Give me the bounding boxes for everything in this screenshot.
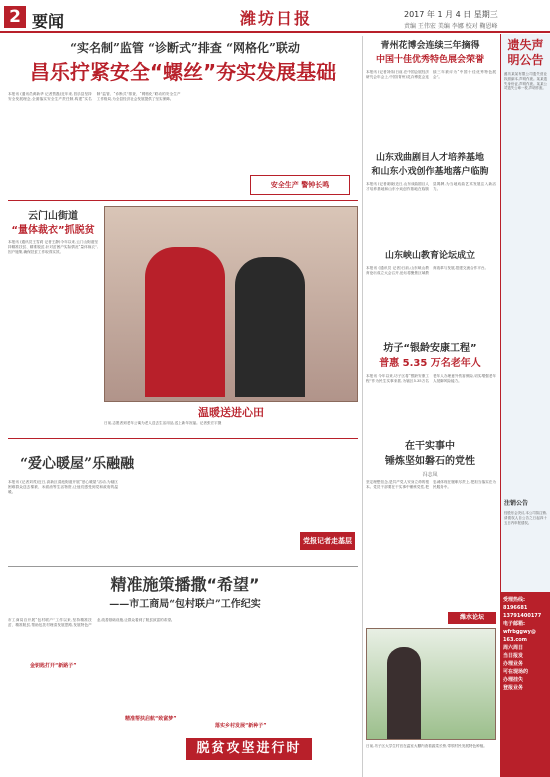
news-photo — [104, 206, 358, 402]
photo-caption-title: 温暖送进心田 — [198, 406, 264, 419]
ad-line: 13791400177 — [503, 613, 542, 619]
ad-line: 8196681 — [503, 605, 528, 611]
s1-subtitle: “量体裁衣”抓脱贫 — [11, 225, 95, 236]
r4-subtitle: 普惠 5.35 万名老年人 — [379, 358, 481, 369]
masthead: 潍坊日报 — [240, 9, 313, 28]
r4-body: 本报讯 今年以来,坊子区将“银龄安康工程”作为民生实事来抓,为辖区5.35万名老年人办理意外伤害保险,切实增强老年人抵御风险能力。 — [366, 374, 496, 383]
poverty-banner: 脱贫攻坚进行时 — [186, 738, 312, 760]
r3-body: 本报讯 (通讯员 记者)日前,山东峡山教育论坛成立大会召开,论坛将聚焦区域教育改革与发展,搭建交流合作平台。 — [366, 266, 489, 275]
ad-line: wfrbggwy@ — [503, 629, 536, 635]
ad-line: 当日报发 — [503, 653, 524, 659]
r1-body: 本报讯 (记者刘伟)日前,在中国会展经济研究会年会上,中国(青州)花卉博览会连续三年被评为“中国十佳优秀特色展会”。 — [366, 70, 496, 79]
r2-title: 山东戏曲剧目人才培养基地 — [375, 153, 484, 163]
ad-line: 可在现场的 — [503, 669, 529, 675]
s3-body: 市工商局自开展“包村联户”工作以来,坚持精准扶贫、精准脱贫,帮助包扶村理清发展思路,发展特色产业,改善基础设施,让群众看到了脱贫致富的希望。 — [8, 618, 175, 627]
column-label: 潍水论坛 — [448, 612, 496, 624]
safety-badge: 安全生产 警钟长鸣 — [250, 175, 350, 195]
s3-subhead-1: 金钥匙打开“新路子” — [30, 662, 90, 669]
r6-caption: 日前,坊子区大学生村官在温室大棚内查看蔬菜长势,带领村民发展特色种植。 — [366, 744, 487, 748]
s2-body: 本报讯 (记者刘茂)近日,高新区清池街道开展“爱心暖屋”活动,为辖区困难群众送去棉被、米面油等生活物资,让他们感受到党和政府的温暖。 — [8, 480, 118, 494]
divider — [8, 438, 358, 439]
ad-contact-box — [500, 592, 550, 777]
r5-author: 冯志凤 — [422, 472, 438, 478]
ad-line: 电子邮箱: — [503, 621, 525, 627]
issue-date: 2017 年 1 月 4 日 星期三 — [404, 10, 498, 19]
r5-subtitle: 锤炼坚如磐石的党性 — [385, 456, 475, 467]
editor-line: 责编 王伟宏 美编 李娜 校对 鞠恩峰 — [404, 23, 498, 30]
photo-person-figure — [387, 647, 421, 739]
notice-body: 潍坊某某有限公司遗失营业执照副本,声明作废。某某遗失身份证,声明作废。某某公司遗失公章一枚,声明作废。 — [504, 72, 547, 91]
r5-body: 坚定理想信念,是共产党人安身立命的根本。党员干部要在干实事中锤炼党性,把忠诚体现在履职尽责上,把担当落实在为民服务中。 — [366, 480, 496, 489]
lead-headline: 昌乐拧紧安全“螺丝”夯实发展基础 — [29, 60, 337, 84]
s3-headline: 精准施策播撒“希望” — [110, 575, 260, 594]
notice-body-2: 经股东会决议,本公司拟注销,请债权人自公告之日起四十五日内申报债权。 — [504, 511, 547, 525]
s3-subheadline: ——市工商局“包村联户”工作纪实 — [109, 599, 261, 610]
ad-line: 受理热线: — [503, 597, 525, 603]
s3-subhead-3: 落实乡村发展“新种子” — [215, 722, 275, 729]
ad-line: 办理挂失 — [503, 677, 524, 683]
divider — [8, 200, 358, 201]
ad-line: 163.com — [503, 637, 527, 643]
section-name: 要闻 — [32, 12, 65, 31]
r3-title: 山东峡山教育论坛成立 — [384, 251, 475, 261]
photo-volunteer-figure — [145, 247, 225, 397]
divider — [8, 566, 358, 567]
lead-body: 本报讯 (通讯员黄新华 记者贾磊)近年来,昌乐县坚持安全发展理念,全面落实安全生产责任制,构建“实名制”监管、“诊断式”排查、“网格化”联动的安全生产工作格局,为全县经济社会发展提供了坚实保障。 — [8, 92, 181, 101]
photo-elder-figure — [235, 257, 305, 397]
lead-kicker: “实名制”监管 “诊断式”排查 “网格化”联动 — [70, 41, 300, 55]
r5-title: 在干实事中 — [405, 441, 455, 452]
s3-subhead-2: 精准帮扶启航“致富梦” — [125, 715, 185, 722]
ad-line: 办理业务 — [503, 661, 524, 667]
r2-subtitle: 和山东小戏创作基地落户临朐 — [371, 167, 489, 177]
greenhouse-photo — [366, 628, 496, 740]
s1-title: 云门山街道 — [28, 211, 78, 222]
reporter-badge: 党报记者走基层 — [300, 532, 355, 550]
ad-line: 周六周日 — [503, 645, 524, 651]
photo-caption: 日前,志愿者到老年公寓为老人送去生活用品,送上新年祝福。记者张宏宇摄 — [104, 421, 222, 425]
page-number: 2 — [4, 6, 26, 28]
r1-subtitle: 中国十佳优秀特色展会荣誉 — [375, 55, 484, 65]
notice-subheading: 注销公告 — [504, 500, 529, 507]
notice-heading: 遗失声明公告 — [507, 38, 544, 67]
r2-body: 本报讯 (记者姜晓)近日,山东戏曲剧目人才培养基地和山东小戏创作基地在临朐县揭牌,为当地戏曲艺术发展注入新活力。 — [366, 182, 496, 191]
r1-title: 青州花博会连续三年摘得 — [380, 41, 480, 51]
r4-title: 坊子“银龄安康工程” — [383, 343, 477, 354]
s1-body: 本报讯 (通讯员王雪莉 记者王静)今年以来,云门山街道坚持精准扶贫、精准脱贫,针对贫困户实际情况“量体裁衣”,因户施策,确保扶贫工作取得实效。 — [8, 240, 98, 254]
ad-line: 登报业务 — [503, 685, 524, 691]
page-header — [0, 0, 550, 33]
s2-title: “爱心暖屋”乐融融 — [20, 456, 135, 472]
